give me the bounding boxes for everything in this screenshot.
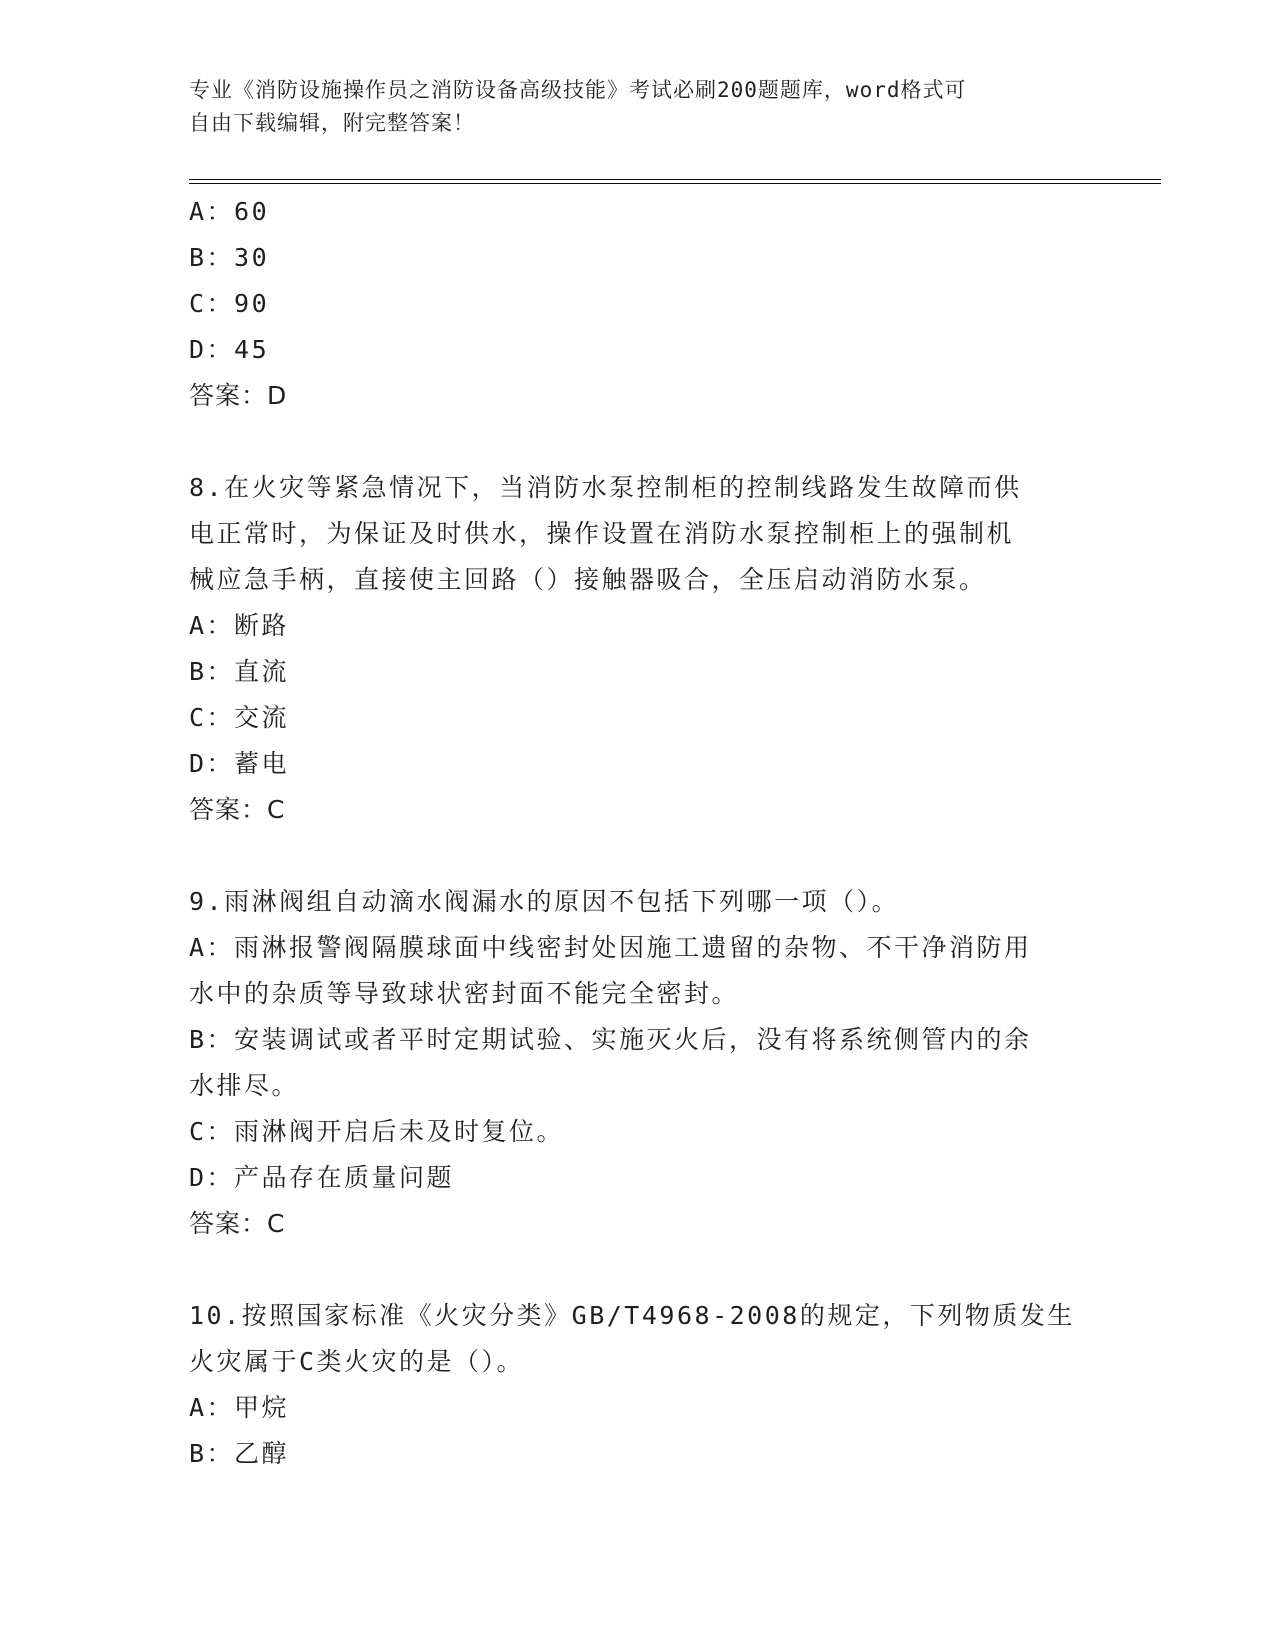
- spacer: [189, 1247, 1089, 1293]
- spacer: [189, 833, 1089, 879]
- option-b-continued: 水排尽。: [189, 1071, 300, 1100]
- question-stem-line: 械应急手柄，直接使主回路（）接触器吸合，全压启动消防水泵。: [189, 565, 987, 594]
- option-a-continued: 水中的杂质等导致球状密封面不能完全密封。: [189, 979, 740, 1008]
- option-a: A：断路: [189, 611, 290, 640]
- question-stem-line: 10.按照国家标准《火灾分类》GB/T4968-2008的规定，下列物质发生: [189, 1301, 1075, 1330]
- option-c: C：雨淋阀开启后未及时复位。: [189, 1117, 565, 1146]
- header-line-2: 自由下载编辑，附完整答案！: [189, 111, 475, 135]
- question-9: [189, 879, 1089, 1247]
- document-header: [189, 74, 1069, 140]
- option-c: C：交流: [189, 703, 290, 732]
- spacer: [189, 419, 1089, 465]
- option-b: B：直流: [189, 657, 290, 686]
- option-a: A：雨淋报警阀隔膜球面中线密封处因施工遗留的杂物、不干净消防用: [189, 933, 1032, 962]
- option-d: D：蓄电: [189, 749, 290, 778]
- question-stem-line: 电正常时，为保证及时供水，操作设置在消防水泵控制柜上的强制机: [189, 519, 1015, 548]
- option-d: D：45: [189, 335, 270, 364]
- question-10: [189, 1293, 1089, 1477]
- header-divider-bottom: [189, 183, 1161, 184]
- answer: 答案：C: [189, 795, 286, 824]
- option-b: B：乙醇: [189, 1439, 290, 1468]
- question-8: [189, 465, 1089, 833]
- option-a: A：60: [189, 197, 270, 226]
- option-c: C：90: [189, 289, 270, 318]
- question-stem-line: 火灾属于C类火灾的是（）。: [189, 1347, 525, 1376]
- question-stem-line: 8.在火灾等紧急情况下，当消防水泵控制柜的控制线路发生故障而供: [189, 473, 1022, 502]
- option-a: A：甲烷: [189, 1393, 290, 1422]
- question-7: [189, 189, 1089, 419]
- question-stem-line: 9.雨淋阀组自动滴水阀漏水的原因不包括下列哪一项（）。: [189, 887, 900, 916]
- answer: 答案：D: [189, 381, 288, 410]
- option-d: D：产品存在质量问题: [189, 1163, 455, 1192]
- header-divider-top: [189, 179, 1161, 180]
- document-body: [189, 189, 1089, 1477]
- option-b: B：安装调试或者平时定期试验、实施灭火后，没有将系统侧管内的余: [189, 1025, 1032, 1054]
- header-line-1: 专业《消防设施操作员之消防设备高级技能》考试必刷200题题库，word格式可: [189, 78, 967, 102]
- option-b: B：30: [189, 243, 270, 272]
- answer: 答案：C: [189, 1209, 286, 1238]
